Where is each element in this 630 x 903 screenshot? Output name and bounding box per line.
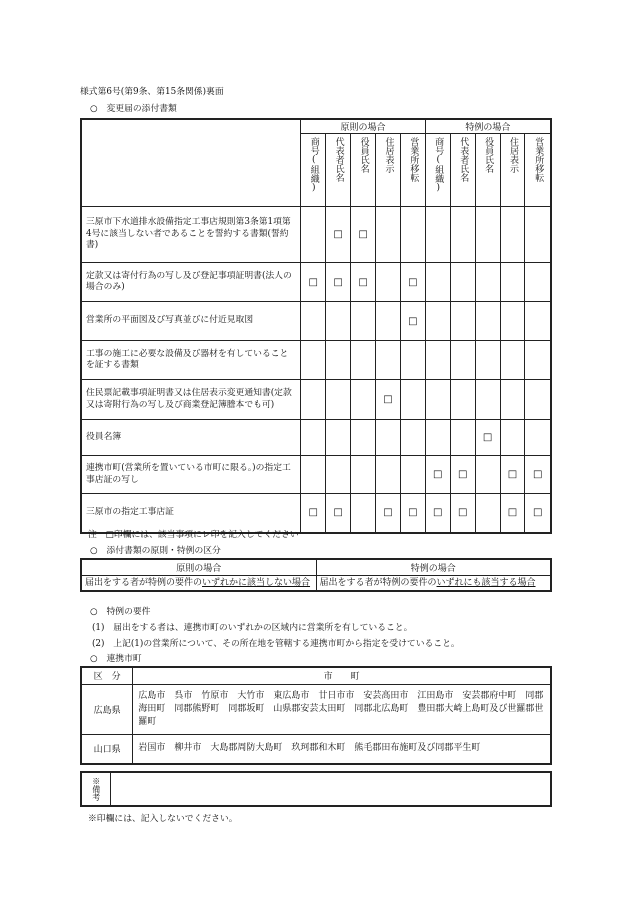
mark-cell <box>326 341 351 380</box>
mark-cell <box>351 494 376 533</box>
mark-cell[interactable] <box>425 456 450 494</box>
mark-cell <box>500 420 525 456</box>
row-label: 住民票記載事項証明書又は住居表示変更通知書(定款又は寄附行為の写し及び商業登記簿謄本でも可) <box>81 380 301 420</box>
mark-cell <box>425 380 450 420</box>
classification-table <box>80 558 552 592</box>
mark-cell <box>450 302 475 341</box>
pref-yamaguchi: 山口県 <box>81 734 133 764</box>
mark-cell <box>351 456 376 494</box>
mark-cell <box>525 263 551 302</box>
column-header-6: 代表者氏名 <box>450 134 475 207</box>
mark-cell <box>500 341 525 380</box>
mark-cell[interactable] <box>525 494 551 533</box>
remarks-field[interactable] <box>111 772 551 806</box>
table-row <box>81 420 551 456</box>
mark-cell <box>376 341 401 380</box>
classification-header-principle: 原則の場合 <box>81 559 316 576</box>
mark-cell <box>351 302 376 341</box>
mark-cell <box>475 456 500 494</box>
checkbox[interactable]: □ <box>433 507 443 519</box>
row-label: 三原市の指定工事店証 <box>81 494 301 533</box>
mark-cell <box>301 420 326 456</box>
mark-cell[interactable] <box>400 302 425 341</box>
table-row <box>81 456 551 494</box>
mark-cell <box>475 341 500 380</box>
column-header-5: 商号(組織) <box>425 134 450 207</box>
row-label: 連携市町(営業所を置いている市町に限る。)の指定工事店証の写し <box>81 456 301 494</box>
remarks-label-cell <box>81 772 111 806</box>
requirement-2: (2) 上記(1)の営業所について、その所在地を管轄する連携市町から指定を受けていること。 <box>92 639 460 649</box>
checkbox-note: 注 □印欄には、該当事項にレ印を記入してください <box>88 530 299 540</box>
column-header-7: 役員氏名 <box>475 134 500 207</box>
remarks-table <box>80 771 552 807</box>
mark-cell[interactable] <box>326 263 351 302</box>
checkbox[interactable]: □ <box>482 432 493 443</box>
section2-title: ○ 添付書類の原則・特例の区分 <box>90 546 221 556</box>
mark-cell <box>326 302 351 341</box>
checkbox[interactable]: □ <box>408 276 418 288</box>
mark-cell <box>450 420 475 456</box>
mark-cell <box>376 456 401 494</box>
mark-cell <box>376 263 401 302</box>
checkbox[interactable]: □ <box>383 394 393 405</box>
mark-cell <box>450 380 475 420</box>
table-row <box>81 341 551 380</box>
row-label: 営業所の平面図及び写真並びに付近見取図 <box>81 302 301 341</box>
mark-cell[interactable] <box>500 494 525 533</box>
row-label: 定款又は寄付行為の写し及び登記事項証明書(法人の場合のみ) <box>81 263 301 302</box>
mark-cell <box>301 456 326 494</box>
mark-cell <box>425 263 450 302</box>
mark-cell <box>400 341 425 380</box>
mark-cell <box>450 341 475 380</box>
mark-cell <box>525 420 551 456</box>
mark-cell[interactable] <box>376 494 401 533</box>
mark-cell <box>425 341 450 380</box>
checkbox[interactable]: □ <box>457 507 468 519</box>
mark-cell[interactable] <box>351 263 376 302</box>
classification-principle-text: 届出をする者が特例の要件のいずれかに該当しない場合 <box>81 576 316 592</box>
checkbox[interactable]: □ <box>308 276 318 288</box>
mark-cell[interactable] <box>301 263 326 302</box>
mark-cell <box>425 207 450 263</box>
mark-cell[interactable] <box>301 494 326 533</box>
checkbox[interactable]: □ <box>433 469 443 480</box>
mark-cell <box>301 302 326 341</box>
column-header-9: 営業所移転 <box>525 134 551 207</box>
mark-cell <box>425 420 450 456</box>
mark-cell <box>326 380 351 420</box>
mark-cell <box>475 207 500 263</box>
mark-cell <box>351 420 376 456</box>
mark-cell <box>400 207 425 263</box>
section4-title: ○ 連携市町 <box>90 654 142 664</box>
mark-cell[interactable] <box>400 263 425 302</box>
checkbox[interactable]: □ <box>533 507 543 519</box>
checkbox[interactable]: □ <box>333 276 343 288</box>
mark-cell <box>301 380 326 420</box>
checkbox[interactable]: □ <box>408 315 418 327</box>
mark-cell <box>525 380 551 420</box>
mark-cell[interactable] <box>525 456 551 494</box>
corner-cell <box>81 119 301 207</box>
mark-cell <box>475 302 500 341</box>
table-row <box>81 380 551 420</box>
mark-cell <box>475 494 500 533</box>
section1-title: ○ 変更届の添付書類 <box>90 104 177 114</box>
checkbox[interactable]: □ <box>358 229 368 240</box>
header-municipalities: 市 町 <box>133 667 551 684</box>
checkbox[interactable]: □ <box>507 469 518 480</box>
mark-cell <box>500 207 525 263</box>
group-header-principle: 原則の場合 <box>301 119 426 134</box>
mark-cell <box>400 456 425 494</box>
table-row <box>81 302 551 341</box>
mark-cell <box>525 302 551 341</box>
checkbox[interactable]: □ <box>333 507 343 519</box>
partner-municipalities-table <box>80 666 552 765</box>
mark-cell <box>376 420 401 456</box>
mark-cell[interactable] <box>326 494 351 533</box>
mark-cell <box>351 380 376 420</box>
mark-cell <box>525 341 551 380</box>
column-header-4: 営業所移転 <box>400 134 425 207</box>
column-header-8: 住居表示 <box>500 134 525 207</box>
mark-cell[interactable] <box>500 456 525 494</box>
mark-cell <box>326 456 351 494</box>
mark-cell <box>301 341 326 380</box>
checkbox[interactable]: □ <box>533 469 543 480</box>
mark-cell <box>475 380 500 420</box>
towns-hiroshima: 広島市 呉市 竹原市 大竹市 東広島市 廿日市市 安芸高田市 江田島市 安芸郡府中町 同郡海田町 同郡熊野町 同郡坂町 山県郡安芸太田町 同郡北広島町 豊田郡大崎上島町及び世羅郡世羅町 <box>133 684 551 734</box>
mark-cell <box>351 341 376 380</box>
table-row <box>81 207 551 263</box>
mark-cell <box>376 207 401 263</box>
pref-hiroshima: 広島県 <box>81 684 133 734</box>
mark-cell <box>400 380 425 420</box>
mark-cell <box>301 207 326 263</box>
mark-cell[interactable] <box>326 207 351 263</box>
mark-cell <box>450 207 475 263</box>
header-category: 区 分 <box>81 667 133 684</box>
section3-title: ○ 特例の要件 <box>90 607 151 617</box>
mark-cell <box>450 263 475 302</box>
attachments-table <box>80 118 552 534</box>
mark-cell[interactable] <box>450 494 475 533</box>
mark-cell <box>500 302 525 341</box>
mark-cell <box>425 302 450 341</box>
column-header-2: 役員氏名 <box>351 134 376 207</box>
mark-cell[interactable] <box>351 207 376 263</box>
checkbox[interactable]: □ <box>507 507 518 519</box>
mark-cell <box>400 420 425 456</box>
mark-cell[interactable] <box>376 380 401 420</box>
checkbox[interactable]: □ <box>333 229 343 240</box>
mark-cell <box>500 263 525 302</box>
mark-cell[interactable] <box>450 456 475 494</box>
form-title: 様式第6号(第9条、第15条関係)裏面 <box>80 87 224 97</box>
column-header-1: 代表者氏名 <box>326 134 351 207</box>
row-label: 三原市下水道排水設備指定工事店規則第3条第1項第4号に該当しない者であることを誓約する書類(誓約書) <box>81 207 301 263</box>
towns-yamaguchi: 岩国市 柳井市 大島郡周防大島町 玖珂郡和木町 熊毛郡田布施町及び同郡平生町 <box>133 734 551 764</box>
mark-cell <box>500 380 525 420</box>
checkbox[interactable]: □ <box>308 507 318 519</box>
checkbox[interactable]: □ <box>457 469 468 480</box>
checkbox[interactable]: □ <box>358 276 368 288</box>
mark-cell <box>326 420 351 456</box>
mark-cell[interactable] <box>425 494 450 533</box>
classification-header-exception: 特例の場合 <box>316 559 551 576</box>
column-header-3: 住居表示 <box>376 134 401 207</box>
table-row <box>81 263 551 302</box>
office-use-note: ※印欄には、記入しないでください。 <box>88 814 238 824</box>
checkbox[interactable]: □ <box>383 507 393 519</box>
group-header-exception: 特例の場合 <box>425 119 551 134</box>
mark-cell[interactable] <box>475 420 500 456</box>
mark-cell <box>376 302 401 341</box>
row-label: 役員名簿 <box>81 420 301 456</box>
requirement-1: (1) 届出をする者は、連携市町のいずれかの区域内に営業所を有していること。 <box>92 623 413 633</box>
column-header-0: 商号(組織) <box>301 134 326 207</box>
remarks-label: ※備考 <box>91 777 101 801</box>
row-label: 工事の施工に必要な設備及び器材を有していることを証する書類 <box>81 341 301 380</box>
mark-cell <box>525 207 551 263</box>
checkbox[interactable]: □ <box>408 507 418 519</box>
mark-cell[interactable] <box>400 494 425 533</box>
mark-cell <box>475 263 500 302</box>
classification-exception-text: 届出をする者が特例の要件のいずれにも該当する場合 <box>316 576 551 592</box>
